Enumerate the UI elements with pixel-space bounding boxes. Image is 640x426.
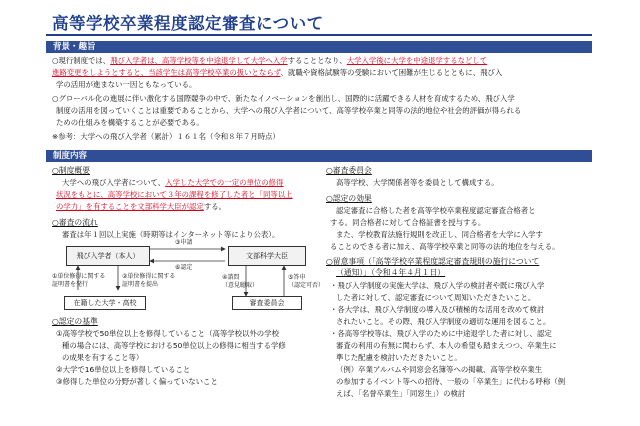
overview-line-1 <box>62 177 283 189</box>
notes-heading: ○留意事項（「高等学校卒業程度認定審査規則の施行について <box>326 257 540 266</box>
title-divider <box>46 34 592 36</box>
notes-line-3: ・各大学は、飛び入学制度の導入及び積極的な活用を改めて検討 <box>330 305 545 314</box>
text: 大学への飛び入学者について、 <box>62 178 166 187</box>
overview-line-3 <box>56 201 226 213</box>
text: 、就職や資格試験等の受験において困難が生じるとともに、飛び入 <box>280 68 503 77</box>
flow-step-5-label <box>288 274 324 289</box>
flow-step-6-label: ⑥認定 <box>175 264 193 271</box>
text: 証明書を提出 <box>122 280 159 288</box>
flow-box-applicant: 飛び入学者（本人） <box>66 246 150 266</box>
highlight-text: の学力」を有することを文部科学大臣が認定 <box>56 202 204 211</box>
effect-line-4: ることのできる者に加え、高等学校卒業と同等の法的地位を与える。 <box>330 242 560 251</box>
notes-line-10: えば、「名誉卒業生」「同窓生」）の検討 <box>336 389 466 398</box>
overview-heading: ○制度概要 <box>52 166 90 175</box>
text: ○現行制度では、 <box>52 56 111 65</box>
notes-line-7: 準じた配慮を検討いただきたいこと。 <box>336 353 462 362</box>
highlight-text: 状況をもとに、高等学校において３年の課程を修了した者と「同等以上 <box>56 190 293 199</box>
effect-line-3: また、学校教育法施行規則を改正し、同合格者を大学に入学す <box>336 230 543 239</box>
background-paragraph-1-line-1 <box>52 55 487 67</box>
flow-step-3-label: ③申請 <box>175 239 193 246</box>
flow-box-committee: 審査委員会 <box>232 296 302 310</box>
committee-line-1: 高等学校、大学関係者等を委員として構成する。 <box>336 178 499 187</box>
flow-heading: ○審査の流れ <box>52 218 98 227</box>
effect-line-1: 認定審査に合格した者を高等学校卒業程度認定審査合格者と <box>336 206 536 215</box>
text: ①単位修得に関する <box>52 273 106 280</box>
overview-line-2 <box>56 189 293 201</box>
background-paragraph-1-line-2 <box>52 67 502 79</box>
effect-line-2: する。同合格者に対して合格証書を授与する。 <box>330 218 486 227</box>
effect-heading: ○認定の効果 <box>326 194 372 203</box>
notes-line-5: ・各高等学校等は、飛び入学のために中途退学した者に対し、認定 <box>330 329 552 338</box>
notes-line-9: の参加するイベント等への招待、一般の「卒業生」に代わる呼称（例 <box>336 377 566 386</box>
flow-box-minister: 文部科学大臣 <box>228 246 306 266</box>
notes-line-2: した者に対して、認定審査について周知いただきたいこと。 <box>336 293 536 302</box>
flow-description: 審査は年１回以上実施（時期等はインターネット等により公表）。 <box>62 230 280 239</box>
text: する。 <box>203 202 227 211</box>
flow-step-1-label <box>52 273 105 288</box>
flow-step-4-label <box>222 274 258 289</box>
background-paragraph-2-line-3: ための仕組みを構築することが必要である。 <box>56 118 204 127</box>
background-paragraph-2-line-2: 制度の活用を図っていくことは重要であることから、大学への飛び入学者について、高等学校卒業と同等の法的地位や社会的評価が得られる <box>56 106 522 115</box>
criteria-line-1: ①高等学校で50単位以上を修得していること（高等学校以外の学校 <box>56 329 279 338</box>
flow-step-2-label <box>122 273 175 288</box>
highlight-text: 進路変更をしようとすると、当該学生は高等学校卒業の扱いとならず <box>52 68 281 77</box>
highlight-text: 飛び入学者は、高等学校等を中途退学して大学へ入学 <box>110 56 288 65</box>
text: ④諮問 <box>222 274 240 281</box>
background-reference: ※参考：大学への飛び入学者（累計）１６１名（令和８年７月時点） <box>52 132 280 141</box>
text: （意見聴取） <box>222 281 259 289</box>
notes-line-1: ・飛び入学制度の実施大学は、飛び入学の検討者や既に飛び入学 <box>330 281 545 290</box>
notes-heading-2: （通知）」（令和４年４月１日） <box>336 268 446 277</box>
criteria-line-2: 種の場合には、高等学校における50単位以上の修得に相当する学修 <box>62 341 286 350</box>
criteria-line-5: ③修得した単位の分野が著しく偏っていないこと <box>56 377 218 386</box>
notes-line-4: されたいこと。その際、飛び入学制度の適切な運用を図ること。 <box>336 317 551 326</box>
notes-line-6: 審査の利用の有無に関わらず、本人の希望も踏まえつつ、卒業生に <box>336 341 557 350</box>
page-title: 高等学校卒業程度認定審査について <box>52 14 324 33</box>
highlight-text: 入学した大学での一定の単位の修得 <box>165 178 284 187</box>
background-section-header: 背景・趣旨 <box>46 41 592 53</box>
text: （認定可否） <box>288 281 325 289</box>
flow-box-school: 在籍した大学・高校 <box>64 296 146 310</box>
text: 証明書を発行 <box>52 280 89 288</box>
criteria-line-4: ②大学で16単位以上を修得していること <box>56 365 191 374</box>
criteria-heading: ○認定の基準 <box>52 317 98 326</box>
criteria-line-3: の成果を有すること等） <box>62 353 144 362</box>
background-paragraph-2-line-1: ○グローバル化の進展に伴い激化する国際競争の中で、新たなイノベーションを創出し、国際的に活躍できる人材を育成するため、飛び入学 <box>52 94 515 103</box>
text: することとなり、 <box>287 56 347 65</box>
text: ⑤答申 <box>288 274 306 281</box>
text: ②単位修得に関する <box>122 273 176 280</box>
background-paragraph-1-line-3: 学の活用が進まない一因ともなっている。 <box>56 80 197 89</box>
highlight-text: 大学入学後に大学を中途退学するなどして <box>346 56 488 65</box>
system-section-header: 制度内容 <box>46 150 592 162</box>
notes-line-8: （例）卒業アルバムや同窓会名簿等への掲載、高等学校卒業生 <box>336 365 543 374</box>
committee-heading: ○審査委員会 <box>326 166 372 175</box>
